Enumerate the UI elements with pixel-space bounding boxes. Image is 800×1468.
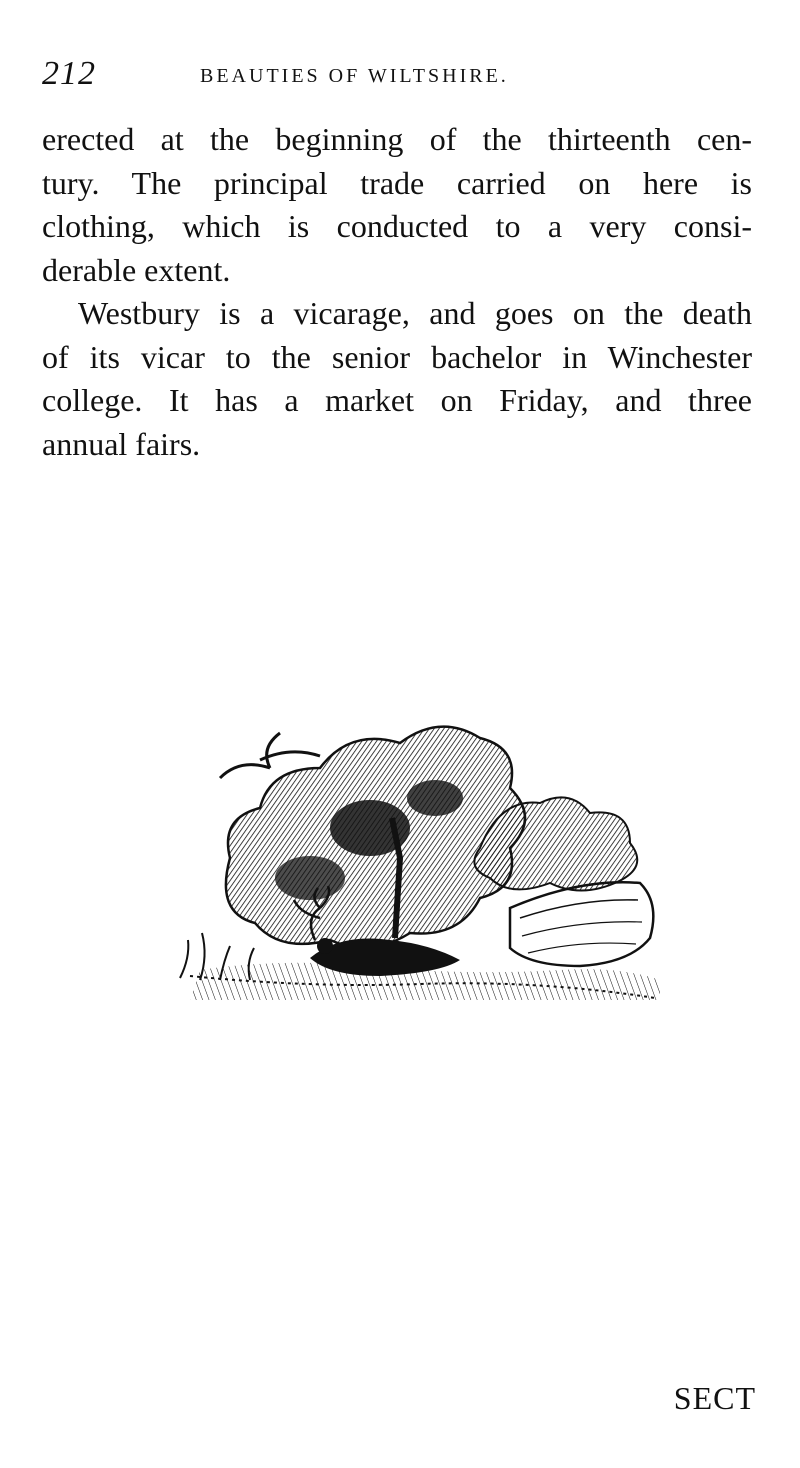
running-title: BEAUTIES OF WILTSHIRE. — [200, 65, 509, 87]
text-line: annual fairs. — [42, 425, 201, 462]
woodcut-vignette-icon — [160, 708, 660, 1008]
text-line: tury. The principal trade carried on here is — [42, 164, 752, 201]
text-line: college. It has a market on Friday, and three — [42, 382, 752, 418]
body-text — [42, 118, 752, 466]
text-line: clothing, which is conducted to a very consi- — [42, 208, 752, 244]
paragraph-1 — [42, 118, 752, 292]
text-line: Westbury is a vicarage, and goes on the death — [78, 295, 752, 331]
text-line: erected at the beginning of the thirteenth cen- — [42, 121, 752, 157]
text-line: of its vicar to the senior bachelor in Winchester — [42, 338, 752, 375]
running-head — [42, 55, 752, 95]
text-line: derable extent. — [42, 251, 231, 288]
page-number: 212 — [42, 55, 96, 92]
catchword: SECT — [673, 1380, 756, 1416]
paragraph-2 — [42, 292, 752, 466]
